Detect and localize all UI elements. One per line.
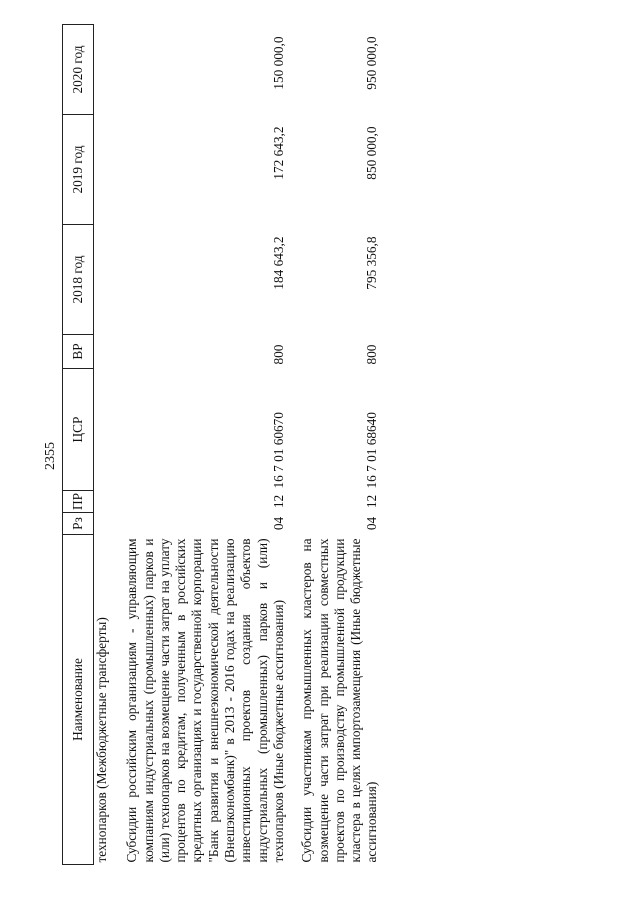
row-2020	[94, 25, 121, 115]
row-pr	[94, 491, 121, 513]
row-csr	[94, 369, 121, 491]
row-2018: 795 356,8	[364, 236, 380, 290]
header-name: Наименование	[63, 535, 94, 865]
header-2019: 2019 год	[63, 115, 94, 225]
row-csr: 16 7 01 68640	[364, 412, 380, 489]
row-pr: 12	[270, 494, 286, 509]
table-row	[120, 25, 295, 865]
header-pr: ПР	[63, 491, 94, 513]
budget-table	[62, 24, 381, 865]
row-2019: 850 000,0	[364, 126, 380, 180]
row-2019: 172 643,2	[270, 126, 286, 180]
header-vr: ВР	[63, 335, 94, 369]
header-csr: ЦСР	[63, 369, 94, 491]
row-2018	[94, 225, 121, 335]
rotated-page	[40, 36, 610, 865]
row-name: Субсидии российским организациям - управляющим компаниям индустриальных (промышленных) парков и (или) технопарков на возмещение части затрат на уплату процентов по кредитам, полученным в российских кредитных организациях и государственной корпорации "Банк развития и внешнеэкономической деятельности (Внешэкономбанк)" в 2013 - 2016 годах на реализацию инвестиционных проектов создания объектов индустриальных (промышленных) парков и (или) технопарков (Иные бюджетные ассигнования)	[124, 538, 286, 863]
row-2020: 150 000,0	[270, 36, 286, 90]
row-2019	[94, 115, 121, 225]
row-rz: 04	[364, 516, 380, 531]
row-pr: 12	[364, 494, 380, 509]
header-2018: 2018 год	[63, 225, 94, 335]
row-vr: 800	[270, 344, 286, 365]
row-rz	[94, 513, 121, 535]
row-vr	[94, 335, 121, 369]
row-name: технопарков (Межбюджетные трансферты)	[94, 617, 109, 863]
row-2020: 950 000,0	[364, 36, 380, 90]
table-header-row	[63, 25, 94, 865]
row-csr: 16 7 01 60670	[270, 412, 286, 489]
row-name: Субсидии участникам промышленных кластеров на возмещение части затрат при реализации совместных проектов по производству промышленной продукции кластера в целях импортозамещения (Иные бюджетные ассигнования)	[299, 538, 380, 863]
row-2018: 184 643,2	[270, 236, 286, 290]
row-vr: 800	[364, 344, 380, 365]
header-rz: Рз	[63, 513, 94, 535]
table-row	[295, 25, 380, 865]
row-rz: 04	[270, 516, 286, 531]
header-2020: 2020 год	[63, 25, 94, 115]
table-row	[94, 25, 121, 865]
page-number: 2355	[43, 442, 58, 470]
